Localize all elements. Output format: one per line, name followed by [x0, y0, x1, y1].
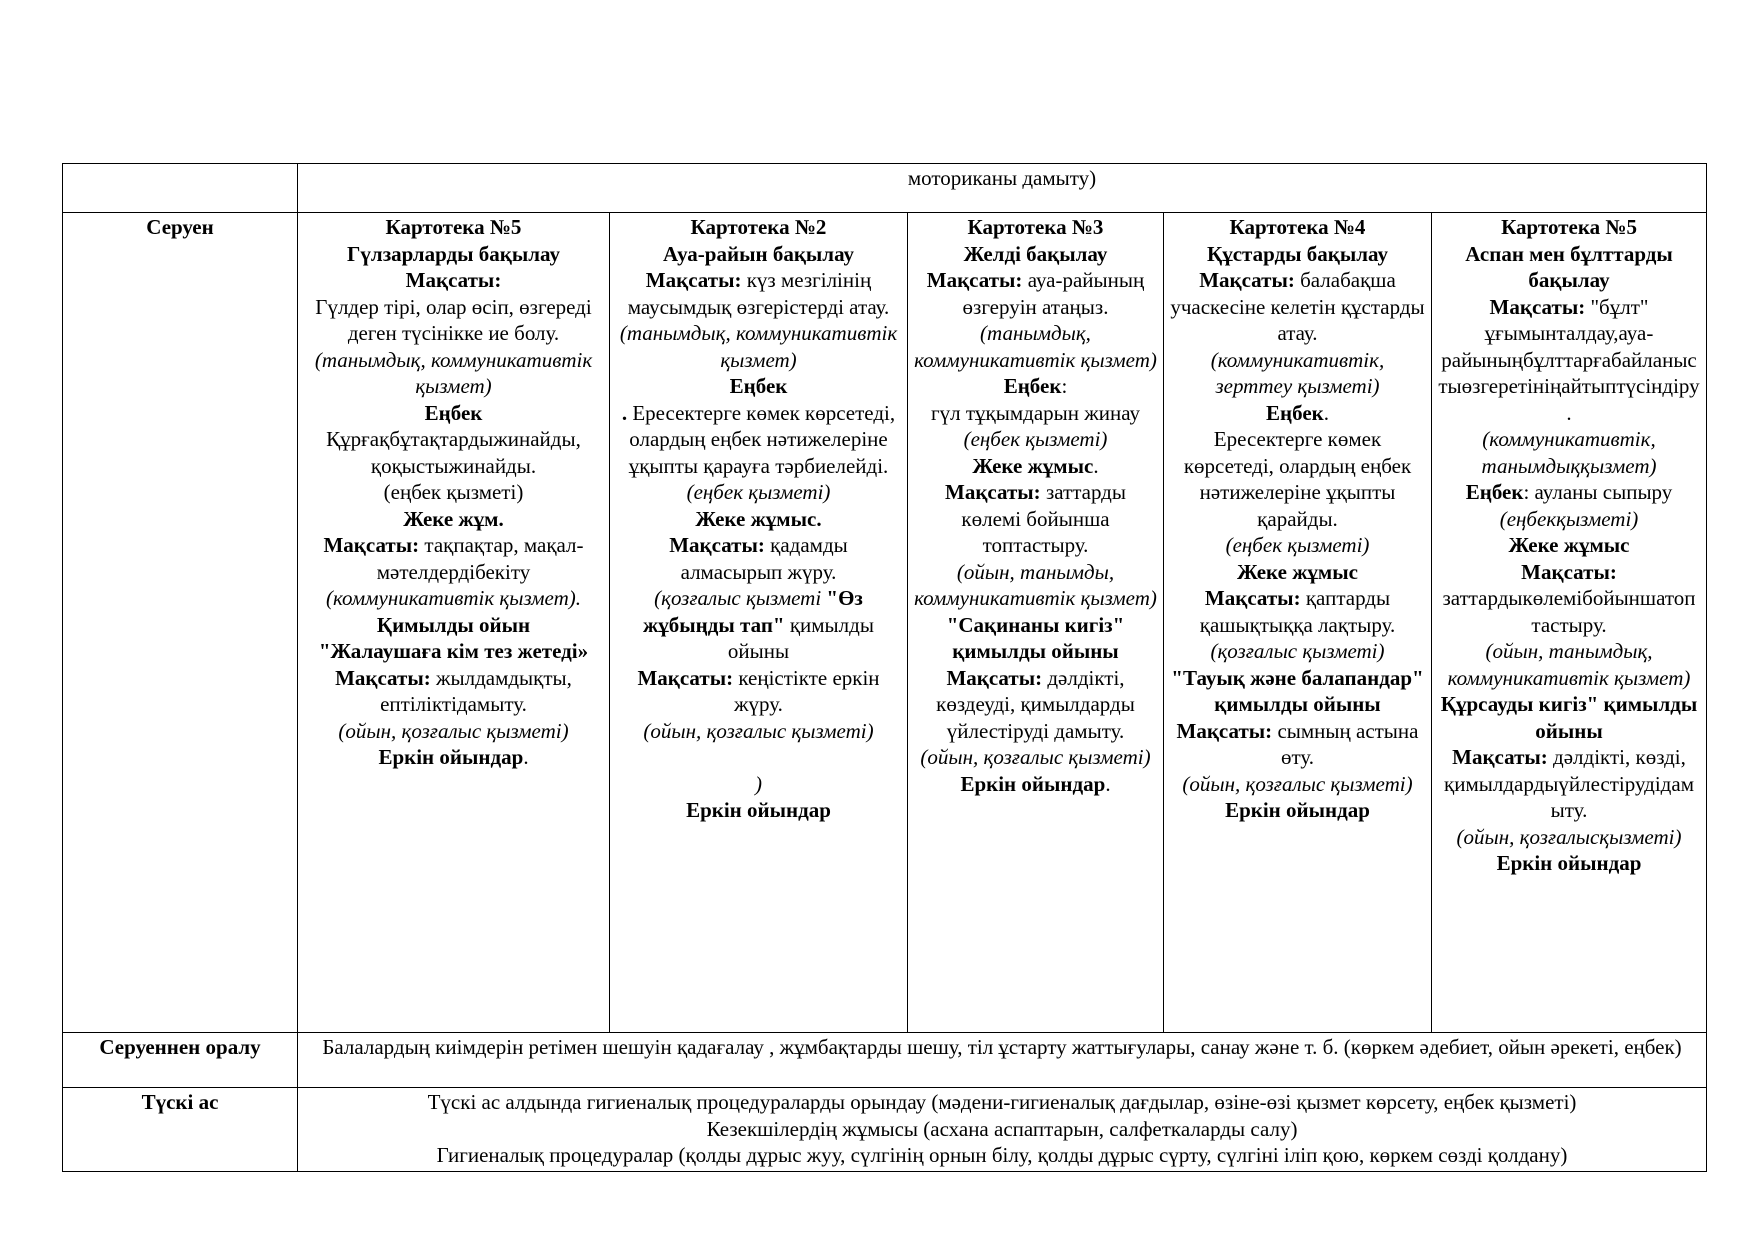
individual-work-label: Жеке жұмыс: [972, 453, 1094, 478]
game-goal: [914, 665, 1157, 745]
card-title: Гүлзарларды бақылау: [347, 241, 560, 266]
individual-goal: [304, 532, 603, 585]
individual-goal: [1170, 585, 1425, 638]
game-goal: [1170, 718, 1425, 771]
individual-note: (ойын, танымды, коммуникативтік қызмет): [914, 559, 1157, 610]
table-row-top: [63, 164, 1707, 213]
individual-goal-label: Мақсаты:: [1204, 586, 1301, 610]
game-note: (ойын, қозғалыс қызметі): [1182, 771, 1413, 796]
labor-label: Еңбек: [729, 374, 788, 398]
game-goal-label: Мақсаты:: [637, 665, 734, 690]
individual-goal-text: қадамды алмасырып жүру.: [680, 533, 848, 584]
individual-note: (коммуникативтік қызмет).: [326, 586, 581, 610]
individual-work: [914, 453, 1157, 480]
walk-card-friday: [1432, 213, 1707, 1033]
game-note: (ойын, қозғалыс қызметі): [920, 745, 1151, 769]
free-play-dot: .: [523, 745, 529, 769]
goal-text: Гүлдер тірі, олар өсіп, өзгереді деген түсінікке ие болу.: [315, 294, 592, 345]
table-row-lunch: [63, 1088, 1707, 1172]
table-row-return: [63, 1033, 1707, 1088]
row-label-return: Серуеннен оралу: [63, 1033, 298, 1088]
individual-work-label: Жеке жұм.: [403, 506, 504, 531]
individual-goal-text: заттарды көлемі бойынша топтастыру.: [961, 480, 1126, 557]
labor-text: Ересектерге көмек көрсетеді, олардың еңбек нәтижелеріне ұқыпты қарайды.: [1183, 427, 1412, 531]
game-suffix: қимылды ойыны: [727, 612, 874, 663]
walk-card-thursday: [1164, 213, 1432, 1033]
game-goal-label: Мақсаты:: [1176, 718, 1273, 743]
lunch-line-2: Кезекшілердің жұмысы (асхана аспаптарын, салфеткаларды салу): [706, 1116, 1298, 1141]
individual-work-label: Жеке жұмыс.: [695, 506, 822, 531]
goal-label: Мақсаты:: [1199, 268, 1295, 292]
game-goal-text: жылдамдықты, ептіліктідамыту.: [380, 665, 572, 716]
lunch-line-3: Гигиеналық процедуралар (қолды дұрыс жуу, сүлгінің орнын білу, қолды дұрыс сүрту, сүлгіні іліп қою, көркем сөзді қолдану): [436, 1143, 1568, 1167]
game-goal: [616, 665, 901, 718]
lunch-line-1: Түскі ас алдында гигиеналық процедураларды орындау (мәдени-гигиеналық дағдылар, өзіне-өзі қызмет көрсету, еңбек қызметі): [427, 1090, 1577, 1114]
game-note: (ойын, қозғалысқызметі): [1456, 824, 1682, 849]
individual-note: (ойын, танымдық, коммуникативтік қызмет): [1447, 639, 1691, 690]
row-label-lunch: Түскі ас: [63, 1088, 298, 1172]
game-goal-text: дәлдікті, көзді, қимылдардыүйлестірудідамыту.: [1444, 745, 1694, 822]
continued-text: моториканы дамыту): [298, 164, 1707, 213]
walk-card-monday: [298, 213, 610, 1033]
game-title: "Жалаушаға кім тез жетеді»: [318, 639, 589, 663]
walk-card-tuesday: [610, 213, 908, 1033]
labor-heading: [914, 373, 1157, 400]
game-label: Қимылды ойын: [376, 612, 531, 637]
lunch-cell: [298, 1088, 1707, 1172]
free-play-label: Еркін ойындар: [686, 798, 831, 822]
card-number: Картотека №2: [690, 215, 827, 239]
labor-note: (еңбек қызметі): [383, 480, 524, 504]
card-title: Құстарды бақылау: [1206, 241, 1388, 266]
individual-goal-label: Мақсаты:: [1521, 559, 1617, 584]
individual-goal-label: Мақсаты:: [669, 533, 765, 557]
individual-goal-text: заттардыкөлемібойыншатоптастыру.: [1442, 586, 1696, 637]
game-goal: [304, 665, 603, 718]
labor-note: (еңбек қызметі): [1225, 533, 1370, 557]
goal-label: Мақсаты:: [1489, 294, 1586, 319]
goal-note: (коммуникативтік, зерттеу қызметі): [1210, 347, 1385, 398]
labor-label: Еңбек: [1266, 400, 1324, 425]
free-play-label: Еркін ойындар: [1225, 798, 1370, 822]
game-title: Құрсауды кигіз" қимылды ойыны: [1440, 692, 1698, 743]
game-note: (ойын, қозғалыс қызметі): [338, 718, 569, 743]
card-title: Ауа-райын бақылау: [662, 241, 855, 266]
goal-text: күз мезгілінің маусымдық өзгерістерді атау.: [627, 268, 890, 319]
individual-note: (қозғалыс қызметі): [1210, 639, 1385, 663]
goal-note: (коммуникативтік, танымдыққызмет): [1481, 427, 1657, 478]
game-goal-label: Мақсаты:: [1452, 745, 1548, 769]
individual-goal-label: Мақсаты:: [945, 480, 1041, 504]
game-goal-text: дәлдікті, көздеуді, қимылдарды үйлестіруді дамыту.: [936, 665, 1135, 743]
game-goal-label: Мақсаты:: [335, 665, 431, 690]
goal-text: ауа-райының өзгеруін атаңыз.: [962, 268, 1145, 319]
game-goal-text: кеңістікте еркін жүру.: [733, 665, 880, 716]
free-play-label: Еркін ойындар: [1496, 851, 1642, 875]
game-title: "Сақинаны кигіз" қимылды ойыны: [946, 612, 1125, 663]
labor-label: Еңбек: [424, 400, 483, 425]
row-label-walk: Серуен: [63, 213, 298, 1033]
goal: [616, 267, 901, 320]
labor-text: Құрғақбұтақтардыжинайды, қоқыстыжинайды.: [326, 427, 581, 478]
free-play: [304, 744, 603, 771]
labor-text: : ауланы сыпыру: [1523, 480, 1673, 504]
labor-dot: .: [621, 400, 628, 425]
labor-dot: .: [1323, 400, 1329, 425]
goal-label: Мақсаты:: [405, 268, 502, 292]
goal-note: (танымдық, коммуникативтік қызмет): [619, 321, 898, 372]
row-label-empty: [63, 164, 298, 213]
goal-note: (танымдық, коммуникативтік қызмет): [314, 347, 593, 398]
spacer: [616, 744, 901, 771]
stray-paren: ): [755, 771, 762, 796]
card-title: Аспан мен бұлттарды бақылау: [1465, 241, 1673, 292]
labor-colon: :: [1061, 374, 1068, 398]
game-title: "Өз жұбыңды тап": [643, 586, 863, 637]
labor-text: Ересектерге көмек көрсетеді, олардың еңбек нәтижелеріне ұқыпты қарауға тәрбиелейді.: [627, 400, 896, 478]
free-play: [914, 771, 1157, 798]
labor-note: (еңбек қызметі): [963, 427, 1108, 451]
individual-note: (қозғалыс қызметі: [654, 586, 827, 610]
individual-work-label: Жеке жұмыс: [1237, 559, 1358, 584]
individual-goal-label: Мақсаты:: [323, 533, 420, 557]
individual-dot: .: [1093, 453, 1099, 478]
card-number: Картотека №5: [385, 215, 522, 239]
labor-note: (еңбек қызметі): [686, 480, 831, 504]
game-intro: [616, 585, 901, 665]
free-play-label: Еркін ойындар: [960, 771, 1106, 796]
walk-card-wednesday: [908, 213, 1164, 1033]
card-number: Картотека №4: [1229, 215, 1366, 239]
labor-label: Еңбек: [1465, 480, 1524, 504]
labor-heading: [1170, 400, 1425, 427]
labor: [616, 400, 901, 480]
goal-label: Мақсаты:: [926, 268, 1023, 292]
goal-label: Мақсаты:: [645, 268, 742, 292]
card-title: Желді бақылау: [963, 241, 1108, 266]
labor-text: гүл тұқымдарын жинау: [931, 400, 1140, 425]
goal: [1438, 294, 1700, 427]
individual-goal-text: қаптарды қашықтыққа лақтыру.: [1199, 586, 1396, 637]
labor: [1438, 479, 1700, 506]
individual-goal: [616, 532, 901, 585]
individual-goal-text: тақпақтар, мақал-мәтелдердібекіту: [376, 533, 584, 584]
individual-goal: [914, 479, 1157, 559]
card-number: Картотека №5: [1501, 215, 1637, 239]
game-goal-label: Мақсаты:: [946, 665, 1043, 690]
individual-work-label: Жеке жұмыс: [1508, 533, 1630, 557]
goal-text: балабақша учаскесіне келетін құстарды атау.: [1170, 268, 1425, 345]
goal: [914, 267, 1157, 320]
goal-note: (танымдық, коммуникативтік қызмет): [914, 321, 1157, 372]
return-text: Балалардың киімдерін ретімен шешуін қадағалау , жұмбақтарды шешу, тіл ұстарту жаттығулары, санау және т. б. (көркем әдебиет, ойын әрекеті, еңбек): [298, 1033, 1707, 1088]
goal: [1170, 267, 1425, 347]
labor-note: (еңбекқызметі): [1499, 506, 1639, 531]
game-goal-text: сымның астына өту.: [1272, 718, 1419, 769]
card-number: Картотека №3: [967, 215, 1104, 239]
free-play-dot: .: [1105, 771, 1111, 796]
free-play-label: Еркін ойындар: [378, 745, 524, 769]
goal-text: "бұлт" ұғымынталдау,ауа-райыныңбұлттарғабайланыстыөзгеретініңайтыптүсіндіру.: [1438, 294, 1700, 425]
game-goal: [1438, 744, 1700, 824]
daily-plan-table: [62, 163, 1707, 1172]
game-note: (ойын, қозғалыс қызметі): [643, 718, 874, 743]
table-row-walk: [63, 213, 1707, 1033]
game-title: "Тауық және балапандар" қимылды ойыны: [1171, 665, 1424, 716]
labor-label: Еңбек: [1003, 374, 1062, 398]
